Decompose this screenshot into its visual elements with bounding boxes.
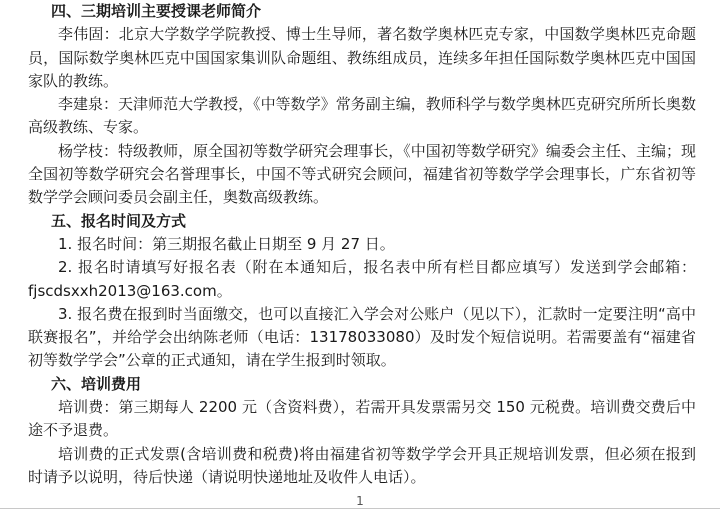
teacher-bio-li-weigu: 李伟固：北京大学数学学院教授、博士生导师，著名数学奥林匹克专家，中国数学奥林匹克命题员，国际数学奥林匹克中国国家集训队命题组、教练组成员，连续多年担任国际数学奥林匹克中国国家队的教练。 [28,25,696,90]
page-bottom-edge [0,508,720,509]
document-body [28,0,696,489]
training-fee-invoice: 培训费的正式发票(含培训费和税费)将由福建省初等数学学会开具正规培训发票，但必须在报到时请予以说明，待后快递（请说明快递地址及收件人电话）。 [28,444,696,486]
section-heading-teachers: 四、三期培训主要授课老师简介 [51,2,262,20]
registration-form-instructions: 2. 报名时请填写好报名表（附在本通知后，报名表中所有栏目都应填写）发送到学会邮箱：fjscdsxxh2013@163.com。 [28,258,696,300]
section-heading-fees: 六、培训费用 [51,374,142,393]
section-heading-registration: 五、报名时间及方式 [51,211,187,230]
page-number: 1 [356,494,364,508]
training-fee-amount: 培训费：第三期每人 2200 元（含资料费），若需开具发票需另交 150 元税费。培训费交费后中途不予退费。 [28,398,696,440]
teacher-bio-li-jianquan: 李建泉：天津师范大学教授，《中等数学》常务副主编，教师科学与数学奥林匹克研究所所长奥数高级教练、专家。 [28,95,696,137]
registration-fee-payment: 3. 报名费在报到时当面缴交，也可以直接汇入学会对公账户（见以下），汇款时一定要注明“高中联赛报名”，并给学会出纳陈老师（电话：13178033080）及时发个短信说明。若需要盖有“福建省初等数学学会”公章的正式通知，请在学生报到时领取。 [28,304,696,370]
teacher-bio-yang-xuezhi: 杨学枝：特级教师，原全国初等数学研究会理事长，《中国初等数学研究》编委会主任、主编；现全国初等数学研究会名誉理事长，中国不等式研究会顾问，福建省初等数学学会理事长，广东省初等数学学会顾问委员会副主任，奥数高级教练。 [28,141,696,207]
registration-deadline: 1. 报名时间：第三期报名截止日期至 9 月 27 日。 [58,234,395,253]
